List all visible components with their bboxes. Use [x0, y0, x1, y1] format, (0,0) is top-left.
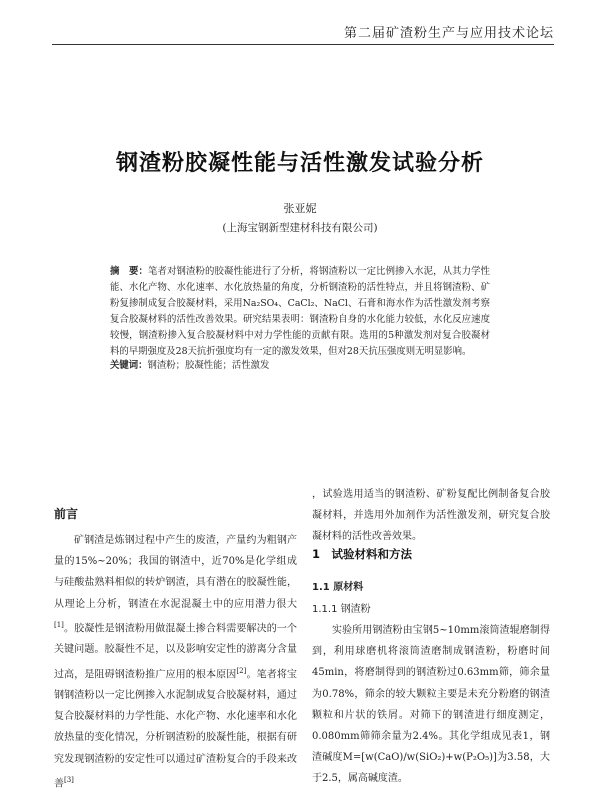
citation-1: [1]: [54, 620, 64, 629]
steel-slag-paragraph: 实验所用钢渣粉由宝钢5~10mm滚筒渣辊磨制得到，利用球磨机将滚筒渣磨制成钢渣粉，粉磨时间45min，将磨制得到的钢渣粉过0.63mm筛，筛余量为0.78%，筛余的较大颗粒主要是未充分粉磨的钢渣颗粒和片状的铁屑。对筛下的钢渣进行细度测定，0.080mm筛筛余量为2.4%。其化学组成见表1，钢渣碱度M=[w(CaO)/w(SiO₂)+w(P₂O₅)]为3.58，大于2.5，属高碱度渣。: [312, 625, 550, 785]
intro-continuation-paragraph: [312, 484, 550, 548]
paper-affiliation: (上海宝钢新型建材科技有限公司): [222, 222, 378, 234]
intro-column: [54, 530, 297, 794]
intro-text-b: 。胶凝性是钢渣粉用做混凝土掺合料需要解决的一个关键问题。胶凝性不足，以及影响安定性的游离分含量过高，是阻碍钢渣粉推广应用的根本原因: [54, 623, 297, 680]
abstract-label: 摘 要：: [110, 266, 149, 277]
intro-text-c: 。笔者将宝钢钢渣粉以一定比例掺入水泥制成复合胶凝材料，通过复合胶凝材料的力学性能、水化产物、水化速率和水化放热量的变化情况，分析钢渣粉的胶凝性能，根据有研究发现钢渣粉的安定性可以通过矿渣粉复合的手段来改善: [54, 668, 298, 790]
citation-3: [3]: [64, 775, 74, 784]
abstract: [110, 264, 490, 360]
header-rule: [52, 44, 554, 45]
intro-text-a: 矿钢渣是炼钢过程中产生的废渣，产量约为粗钢产量的15%~20%；我国的钢渣中，近70%是化学组成与硅酸盐熟料相似的转炉钢渣，具有潜在的胶凝性能，从理论上分析，钢渣在水泥混凝土中的应用潜力很大: [54, 535, 297, 610]
paper-author: 张亚妮: [283, 202, 317, 215]
intro-text-d-continued: ，试验选用适当的钢渣粉、矿粉复配比例制备复合胶凝材料，并选用外加剂作为活性激发剂，研究复合胶凝材料的活性改善效果。: [312, 489, 550, 543]
citation-2: [2]: [236, 666, 247, 675]
paper-title: 钢渣粉胶凝性能与活性激发试验分析: [115, 151, 484, 176]
keywords: [110, 358, 490, 374]
intro-heading: 前言: [54, 507, 79, 521]
section-1-1-heading: 1.1 原材料: [312, 582, 364, 593]
intro-paragraph: [54, 530, 297, 794]
keywords-text: 钢渣粉；胶凝性能；活性激发: [147, 360, 270, 371]
section-1-1-1-heading: 1.1.1 钢渣粉: [312, 604, 371, 615]
keywords-label: 关键词：: [110, 360, 148, 371]
intro-continuation: [312, 484, 550, 548]
abstract-text: 笔者对钢渣粉的胶凝性能进行了分析，将钢渣粉以一定比例掺入水泥，从其力学性能、水化产物、水化速率、水化放热量的角度，分析钢渣粉的活性特点，并且将钢渣粉、矿粉复掺制成复合胶凝材料，采用Na₂SO₄、CaCl₂、NaCl、石膏和海水作为活性激发剂考察复合胶凝材料的活性改善效果。研究结果表明：钢渣粉自身的水化能力较低，水化反应速度较慢，钢渣粉掺入复合胶凝材料中对力学性能的贡献有限。选用的5种激发剂对复合胶凝材料的早期强度及28天抗折强度均有一定的激发效果，但对28天抗压强度则无明显影响。: [110, 266, 490, 357]
section-1-heading: 1 试验材料和方法: [312, 547, 413, 561]
steel-slag-column: [312, 620, 550, 790]
running-head: 第二届矿渣粉生产与应用技术论坛: [343, 26, 554, 41]
